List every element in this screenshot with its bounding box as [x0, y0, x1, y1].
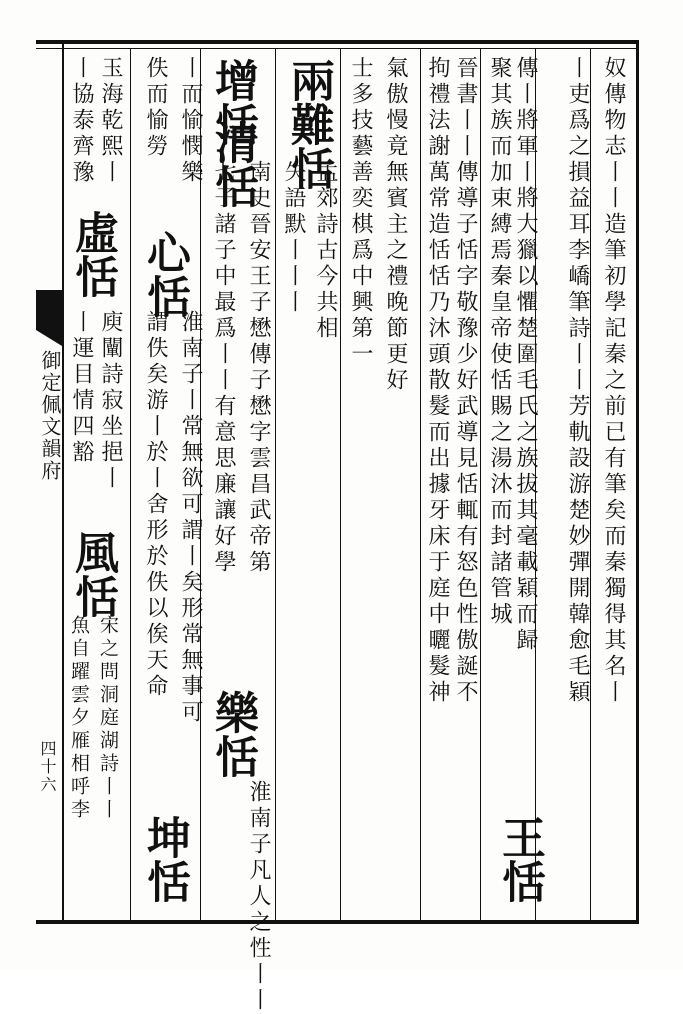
- text-column-8: 士多技藝善奕棋爲中興第一: [348, 56, 373, 368]
- text-column-16: 謂佚矣游丨於丨舍形於佚以俟天命: [143, 310, 168, 700]
- bottom-border: [36, 920, 636, 924]
- headword-qing-tian: 清恬: [207, 120, 258, 208]
- text-column-20: 庾闡詩寂坐挹丨: [98, 310, 123, 492]
- headword-xu-tian: 虛恬: [67, 210, 118, 298]
- top-border: [36, 40, 636, 44]
- text-column-15: 淮南子丨常無欲可謂丨矣形常無事可: [178, 310, 203, 726]
- headword-liang-nan-tian: 兩難恬: [283, 58, 334, 190]
- headword-le-tian: 樂恬: [207, 690, 258, 778]
- text-column-11: 南史晉安王子懋傳子懋字雲昌武帝第: [246, 160, 271, 576]
- headword-zeng-tian: 增恬: [207, 58, 258, 146]
- text-column-7: 氣傲慢竟無賓主之禮晚節更好: [383, 56, 408, 394]
- headword-xin-tian: 心恬: [139, 230, 190, 318]
- headword-feng-tian: 風恬: [67, 530, 118, 618]
- margin-title: 御定佩文韻府: [38, 350, 62, 482]
- column-divider: [275, 48, 276, 920]
- text-column-10: 失語默丨丨丨: [281, 160, 306, 316]
- text-column-12: 七子諸子中最爲丨丨有意思廉讓好學: [211, 160, 236, 576]
- fish-tail-divider: [62, 40, 64, 924]
- text-column-14: 丨而愉憫樂: [178, 56, 203, 186]
- text-column-3: 傳丨將軍丨將大獵以懼楚圍毛氏之族拔其毫載穎而歸: [513, 56, 538, 654]
- text-column-6: 拘禮法謝萬常造恬恬乃沐頭散髮而出據牙床于庭中曬髮神: [425, 56, 450, 706]
- text-column-13: 淮南子凡人之性丨丨: [246, 780, 271, 1014]
- text-column-23: 魚自躍雲夕雁相呼李: [68, 615, 90, 822]
- text-column-19: 丨協泰齊豫: [69, 56, 94, 186]
- text-column-2: 丨吏爲之損益耳李嶠筆詩丨丨芳軌設游楚妙彈開韓愈毛穎: [565, 56, 590, 706]
- column-divider: [130, 48, 131, 920]
- fish-tail-mark: [36, 290, 62, 330]
- column-divider: [420, 48, 421, 920]
- top-border-inner: [36, 48, 636, 49]
- text-column-4: 聚其族而加束縛焉秦皇帝使恬賜之湯沐而封諸管城: [487, 56, 512, 628]
- text-column-9: 孟郊詩古今共相: [313, 160, 338, 342]
- text-column-5: 晉書丨丨傳導子恬字敬豫少好武導見恬輒有怒色性傲誕不: [453, 56, 478, 706]
- text-column-1: 奴傳物志丨丨造筆初學記秦之前已有筆矣而秦獨得其名丨: [601, 56, 626, 706]
- text-column-17: 佚而愉勞: [143, 56, 168, 160]
- column-divider: [480, 48, 481, 920]
- headword-wang-tian: 王恬: [494, 815, 545, 903]
- right-border: [636, 40, 639, 924]
- text-column-22: 宋之問洞庭湖詩丨丨: [97, 615, 119, 822]
- headword-kun-tian: 坤恬: [139, 815, 190, 903]
- column-divider: [340, 48, 341, 920]
- text-column-18: 玉海乾熙丨: [98, 56, 123, 186]
- text-column-21: 丨運目情四豁: [69, 310, 94, 466]
- page-number: 四十六: [38, 740, 57, 794]
